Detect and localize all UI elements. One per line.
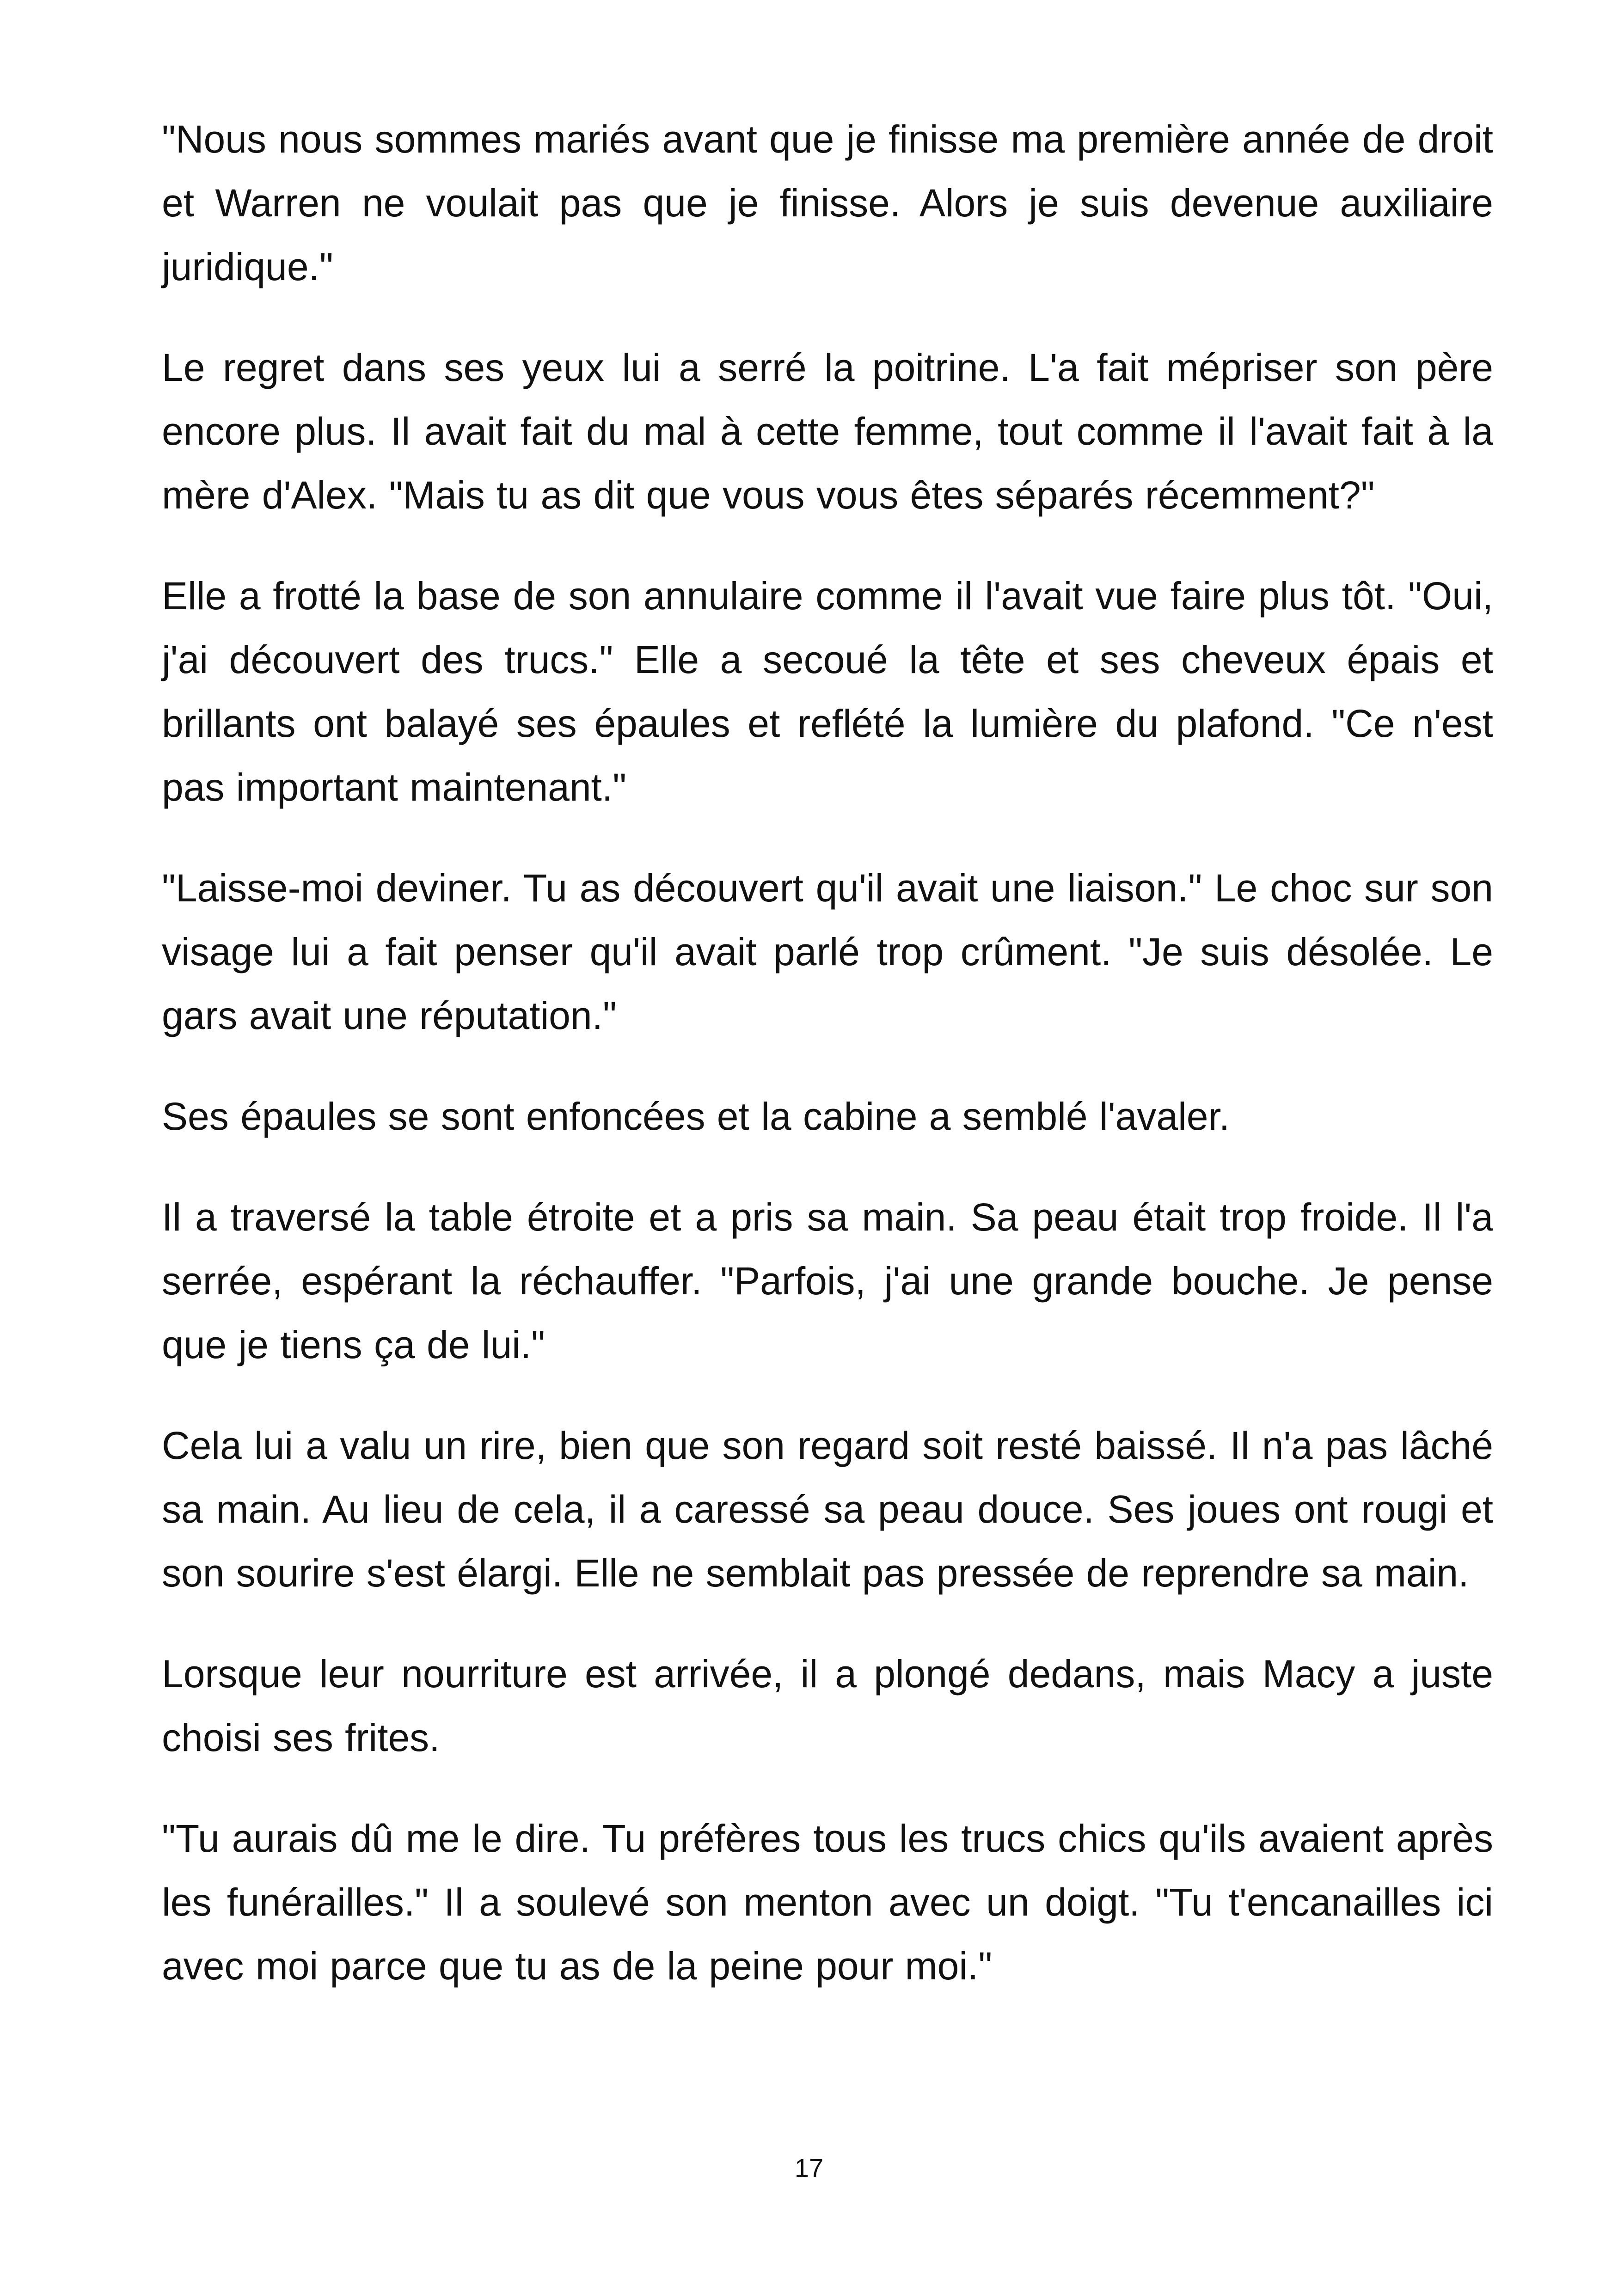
paragraph: Lorsque leur nourriture est arrivée, il a plongé dedans, mais Macy a juste choisi ses frites. [162,1652,1493,1759]
paragraph: Ses épaules se sont enfoncées et la cabine a semblé l'avaler. [162,1095,1230,1138]
body-text [162,107,1493,2035]
paragraph: "Laisse-moi deviner. Tu as découvert qu'il avait une liaison." Le choc sur son visage lui a fait penser qu'il avait parlé trop crûment. "Je suis désolée. Le gars avait une réputation." [162,866,1493,1037]
page-number: 17 [794,2153,824,2182]
paragraph: "Nous nous sommes mariés avant que je finisse ma première année de droit et Warren ne voulait pas que je finisse. Alors je suis devenue auxiliaire juridique." [162,117,1493,288]
paragraph: Il a traversé la table étroite et a pris sa main. Sa peau était trop froide. Il l'a serrée, espérant la réchauffer. "Parfois, j'ai une grande bouche. Je pense que je tiens ça de lui." [162,1195,1493,1366]
paragraph: "Tu aurais dû me le dire. Tu préfères tous les trucs chics qu'ils avaient après les funérailles." Il a soulevé son menton avec un doigt. "Tu t'encanailles ici avec moi parce que tu as de la peine pour moi." [162,1817,1493,1988]
paragraph: Elle a frotté la base de son annulaire comme il l'avait vue faire plus tôt. "Oui, j'ai découvert des trucs." Elle a secoué la tête et ses cheveux épais et brillants ont balayé ses épaules et reflété la lumière du plafond. "Ce n'est pas important maintenant." [162,574,1493,809]
paragraph: Le regret dans ses yeux lui a serré la poitrine. L'a fait mépriser son père encore plus. Il avait fait du mal à cette femme, tout comme il l'avait fait à la mère d'Alex. "Mais tu as dit que vous vous êtes séparés récemment?" [162,346,1493,517]
paragraph: Cela lui a valu un rire, bien que son regard soit resté baissé. Il n'a pas lâché sa main. Au lieu de cela, il a caressé sa peau douce. Ses joues ont rougi et son sourire s'est élargi. Elle ne semblait pas pressée de reprendre sa main. [162,1424,1493,1595]
